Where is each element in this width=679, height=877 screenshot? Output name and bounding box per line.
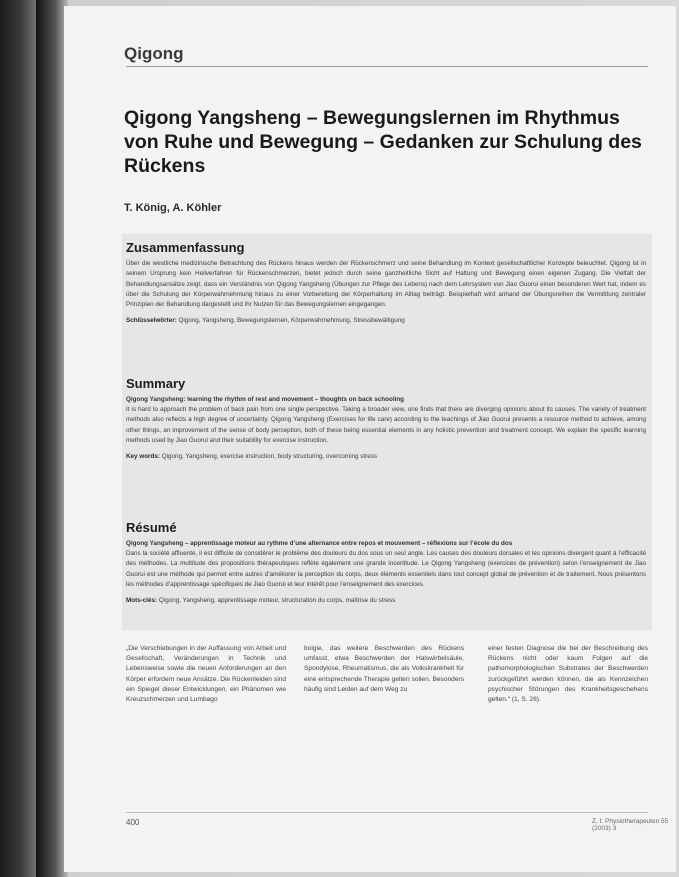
abstract-french	[126, 520, 646, 605]
abstract-body-en: It is hard to approach the problem of back pain from one single perspective. Taking a broader view, one finds that there are diverging opinions about its causes. The variety of treatment methods also reflects a high degree of uncertainty. Qigong Yangsheng (Exercises for life care) according to the teachings of Jiao Guorui presents a resource method to achieve, among other things, an improvement of the sense of body perception, both of these being essential elements in any holistic prevention and treatment concept. We explain the specific learning methods used by Jiao Guorui and their suitability for exercise instruction.	[126, 406, 646, 444]
article-authors: T. König, A. Köhler	[124, 202, 222, 214]
section-rule	[126, 66, 648, 67]
keywords-label-en: Key words:	[126, 453, 160, 461]
abstract-heading-en: Summary	[126, 376, 186, 391]
keywords-label-de: Schlüsselwörter:	[126, 317, 177, 325]
abstract-body-de: Über die westliche medizinische Betrachtung des Rückens hinaus werden der Rückenschmerz und seine Behandlung im Kontext gesellschaftlicher Konzepte beleuchtet. Qigong ist in seinem Ursprung kein Heilverfahren für Rückenschmerzen, bietet jedoch durch seine ganzheitliche Sicht auf Haltung und Bewegung einen eigenen Zugang. Die Vielfalt der Behandlungsansätze zeigt, dass ein Verständnis von Qigong Yangsheng (Übungen zur Pflege des Lebens) nach dem Lehrsystem von Jiao Guorui einen besonderen Wert hat, indem es über die Schulung der Körperwahrnehmung hinaus zu einer Vorbereitung der Körperhaltung im Alltag beiträgt. Beispielhaft wird anhand der Übungsreihen die Vermittlung zentraler Prinzipien der Behandlung dargestellt und ihr Nutzen für das Bewegungslernen eingegangen.	[126, 260, 646, 309]
article-title: Qigong Yangsheng – Bewegungslernen im Rhythmus von Ruhe und Bewegung – Gedanken zur Schulung des Rückens	[124, 107, 642, 177]
abstract-subtitle-en: Qigong Yangsheng: learning the rhythm of rest and movement – thoughts on back schooling	[126, 396, 405, 403]
abstract-german	[126, 240, 646, 325]
abstract-heading-de: Zusammenfassung	[126, 240, 245, 255]
keywords-en	[126, 452, 646, 461]
keywords-text-en: Qigong, Yangsheng, exercise instruction, body structuring, overcoming stress	[161, 453, 378, 461]
keywords-label-fr: Mots-clés:	[126, 597, 158, 605]
body-column-3: einer festen Diagnose die bei der Beschreibung des Rückens nicht oder kaum Folgen auf die pathomorphologischen Substrates der Beschwerden zurückgeführt werden können, die als Kennzeichen psychischer Störungen des Krankheitsgeschehens gelten.“ (1, S. 28).	[488, 645, 648, 704]
abstract-subtitle-fr: Qigong Yangsheng – apprentissage moteur au rythme d’une alternance entre repos et mouvement – réflexions sur l’école du dos	[126, 540, 513, 547]
keywords-de	[126, 316, 646, 325]
body-column-1: „Die Verschiebungen in der Auffassung von Arbeit und Gesellschaft, Veränderungen in Technik und Lebensweise sowie die neuen Anforderungen an den Körper erfordern neue Ansätze. Die Rückenleiden sind ein Spiegel dieser Entwicklungen, ein Phänomen wie Kreuzschmerzen und Lumbago	[126, 645, 286, 704]
abstract-body-fr: Dans la société affluente, il est difficile de considérer le problème des douleurs du dos sous un seul angle. Les causes des douleurs dorsales et les opinions divergent quant à l’efficacité des méthodes. La multitude des propositions thérapeutiques reflète également une grande incertitude. Le Qigong Yangsheng (exercices de prévention) selon l’enseignement de Jiao Guorui est une méthode qui permet entre autres d’améliorer la perception du corps, deux éléments essentiels dans tout concept global de prévention et de traitement. Nous présentons les méthodes d’apprentissage spécifiques de Jiao Guorui et leur intérêt pour l’enseignement des exercices.	[126, 550, 646, 588]
abstract-heading-fr: Résumé	[126, 520, 177, 535]
keywords-text-de: Qigong, Yangsheng, Bewegungslernen, Körperwahrnehmung, Stressbewältigung	[178, 317, 405, 325]
body-column-2: boigie, das weitere Beschwerden des Rückens umfasst, etwa Beschwerden der Halswirbelsäule, Spondylose, Rheumatismus, die als Volkskrankheit für eine entsprechende Therapie gelten sollen. Besonders häufig sind Leiden auf dem Weg zu	[304, 645, 464, 693]
page-number: 400	[126, 818, 140, 827]
keywords-fr	[126, 596, 646, 605]
footer-rule	[126, 812, 648, 813]
document-page	[64, 6, 676, 872]
abstract-english	[126, 376, 646, 461]
journal-reference: Z. f. Physiotherapeuten 55 (2003) 3	[592, 818, 669, 832]
section-label: Qigong	[124, 44, 184, 63]
keywords-text-fr: Qigong, Yangsheng, apprentissage moteur, structuration du corps, maîtrise du stress	[158, 597, 396, 605]
